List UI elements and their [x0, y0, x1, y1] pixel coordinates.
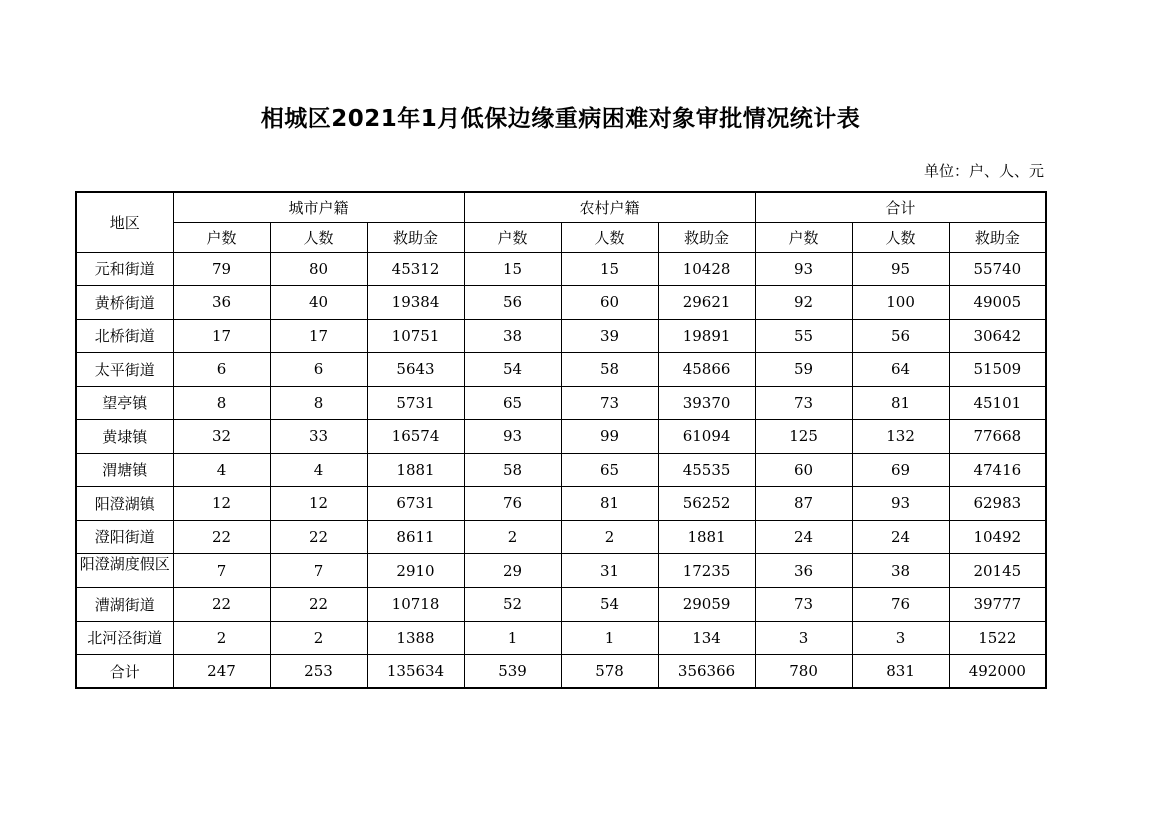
cell-rural-persons: 1 — [561, 621, 658, 655]
cell-urban-households: 22 — [173, 520, 270, 554]
cell-urban-aid: 19384 — [367, 286, 464, 320]
region-cell: 渭塘镇 — [76, 453, 173, 487]
cell-urban-persons: 6 — [270, 353, 367, 387]
cell-total-aid: 492000 — [949, 655, 1046, 689]
cell-rural-persons: 73 — [561, 386, 658, 420]
cell-total-aid: 47416 — [949, 453, 1046, 487]
cell-total-persons: 56 — [852, 319, 949, 353]
group-header-rural: 农村户籍 — [464, 192, 755, 222]
cell-total-persons: 831 — [852, 655, 949, 689]
cell-urban-persons: 22 — [270, 520, 367, 554]
cell-rural-households: 54 — [464, 353, 561, 387]
cell-rural-aid: 356366 — [658, 655, 755, 689]
cell-rural-persons: 60 — [561, 286, 658, 320]
region-header: 地区 — [76, 192, 173, 252]
subheader-total-aid: 救助金 — [949, 222, 1046, 252]
region-cell: 澄阳街道 — [76, 520, 173, 554]
cell-rural-persons: 15 — [561, 252, 658, 286]
cell-urban-aid: 5643 — [367, 353, 464, 387]
group-header-total: 合计 — [755, 192, 1046, 222]
subheader-rural-aid: 救助金 — [658, 222, 755, 252]
table-row — [76, 487, 1046, 521]
cell-urban-aid: 45312 — [367, 252, 464, 286]
cell-total-aid: 55740 — [949, 252, 1046, 286]
cell-urban-persons: 80 — [270, 252, 367, 286]
table-row — [76, 588, 1046, 622]
region-cell: 太平街道 — [76, 353, 173, 387]
table-row — [76, 252, 1046, 286]
cell-total-persons: 69 — [852, 453, 949, 487]
cell-urban-persons: 40 — [270, 286, 367, 320]
cell-urban-aid: 8611 — [367, 520, 464, 554]
cell-total-households: 92 — [755, 286, 852, 320]
cell-total-persons: 100 — [852, 286, 949, 320]
cell-urban-persons: 2 — [270, 621, 367, 655]
region-cell: 北桥街道 — [76, 319, 173, 353]
cell-rural-persons: 578 — [561, 655, 658, 689]
cell-total-persons: 132 — [852, 420, 949, 454]
table-row — [76, 520, 1046, 554]
cell-rural-households: 38 — [464, 319, 561, 353]
cell-rural-persons: 54 — [561, 588, 658, 622]
cell-urban-persons: 17 — [270, 319, 367, 353]
cell-urban-persons: 253 — [270, 655, 367, 689]
cell-rural-persons: 39 — [561, 319, 658, 353]
cell-rural-aid: 61094 — [658, 420, 755, 454]
header-row-groups — [76, 192, 1046, 222]
cell-rural-aid: 45866 — [658, 353, 755, 387]
region-cell: 望亭镇 — [76, 386, 173, 420]
region-cell: 阳澄湖镇 — [76, 487, 173, 521]
region-cell: 元和街道 — [76, 252, 173, 286]
cell-rural-aid: 17235 — [658, 554, 755, 588]
cell-urban-aid: 1881 — [367, 453, 464, 487]
cell-rural-aid: 29621 — [658, 286, 755, 320]
cell-total-aid: 45101 — [949, 386, 1046, 420]
cell-urban-persons: 33 — [270, 420, 367, 454]
cell-rural-households: 52 — [464, 588, 561, 622]
cell-total-persons: 76 — [852, 588, 949, 622]
cell-urban-aid: 16574 — [367, 420, 464, 454]
cell-urban-aid: 2910 — [367, 554, 464, 588]
cell-total-persons: 38 — [852, 554, 949, 588]
statistics-table — [75, 191, 1047, 689]
cell-urban-households: 6 — [173, 353, 270, 387]
cell-urban-households: 79 — [173, 252, 270, 286]
cell-total-households: 3 — [755, 621, 852, 655]
cell-rural-aid: 1881 — [658, 520, 755, 554]
cell-urban-households: 4 — [173, 453, 270, 487]
cell-rural-persons: 31 — [561, 554, 658, 588]
cell-urban-persons: 12 — [270, 487, 367, 521]
region-cell: 北河泾街道 — [76, 621, 173, 655]
cell-urban-aid: 135634 — [367, 655, 464, 689]
cell-total-households: 59 — [755, 353, 852, 387]
subheader-urban-persons: 人数 — [270, 222, 367, 252]
header-row-sub — [76, 222, 1046, 252]
subheader-total-persons: 人数 — [852, 222, 949, 252]
cell-urban-persons: 4 — [270, 453, 367, 487]
total-row — [76, 655, 1046, 689]
cell-total-persons: 95 — [852, 252, 949, 286]
cell-urban-households: 7 — [173, 554, 270, 588]
cell-total-households: 125 — [755, 420, 852, 454]
cell-total-households: 73 — [755, 386, 852, 420]
subheader-total-households: 户数 — [755, 222, 852, 252]
cell-rural-persons: 99 — [561, 420, 658, 454]
cell-urban-households: 36 — [173, 286, 270, 320]
cell-urban-households: 2 — [173, 621, 270, 655]
cell-rural-households: 539 — [464, 655, 561, 689]
cell-urban-households: 12 — [173, 487, 270, 521]
cell-urban-households: 32 — [173, 420, 270, 454]
cell-total-households: 87 — [755, 487, 852, 521]
cell-rural-households: 15 — [464, 252, 561, 286]
table-row — [76, 386, 1046, 420]
total-label: 合计 — [76, 655, 173, 689]
cell-rural-households: 58 — [464, 453, 561, 487]
subheader-urban-aid: 救助金 — [367, 222, 464, 252]
subheader-rural-households: 户数 — [464, 222, 561, 252]
cell-total-households: 24 — [755, 520, 852, 554]
cell-urban-households: 247 — [173, 655, 270, 689]
cell-total-aid: 49005 — [949, 286, 1046, 320]
cell-total-persons: 64 — [852, 353, 949, 387]
table-row — [76, 453, 1046, 487]
cell-rural-persons: 58 — [561, 353, 658, 387]
cell-urban-households: 17 — [173, 319, 270, 353]
group-header-urban: 城市户籍 — [173, 192, 464, 222]
cell-urban-persons: 7 — [270, 554, 367, 588]
cell-rural-aid: 56252 — [658, 487, 755, 521]
cell-total-households: 780 — [755, 655, 852, 689]
cell-total-households: 73 — [755, 588, 852, 622]
cell-rural-persons: 2 — [561, 520, 658, 554]
cell-rural-households: 2 — [464, 520, 561, 554]
cell-total-aid: 77668 — [949, 420, 1046, 454]
cell-rural-aid: 29059 — [658, 588, 755, 622]
cell-urban-persons: 22 — [270, 588, 367, 622]
cell-total-aid: 1522 — [949, 621, 1046, 655]
cell-total-households: 60 — [755, 453, 852, 487]
cell-rural-households: 93 — [464, 420, 561, 454]
subheader-urban-households: 户数 — [173, 222, 270, 252]
cell-total-aid: 51509 — [949, 353, 1046, 387]
cell-total-aid: 30642 — [949, 319, 1046, 353]
region-cell: 黄埭镇 — [76, 420, 173, 454]
cell-rural-aid: 39370 — [658, 386, 755, 420]
cell-rural-aid: 19891 — [658, 319, 755, 353]
cell-urban-aid: 10718 — [367, 588, 464, 622]
cell-total-persons: 3 — [852, 621, 949, 655]
cell-rural-aid: 134 — [658, 621, 755, 655]
cell-total-persons: 81 — [852, 386, 949, 420]
region-cell: 漕湖街道 — [76, 588, 173, 622]
cell-total-persons: 93 — [852, 487, 949, 521]
region-cell: 黄桥街道 — [76, 286, 173, 320]
cell-total-persons: 24 — [852, 520, 949, 554]
cell-rural-households: 76 — [464, 487, 561, 521]
table-row — [76, 554, 1046, 588]
cell-urban-households: 22 — [173, 588, 270, 622]
region-cell — [76, 554, 173, 588]
page-title: 相城区2021年1月低保边缘重病困难对象审批情况统计表 — [260, 106, 861, 132]
cell-urban-aid: 6731 — [367, 487, 464, 521]
table-row — [76, 621, 1046, 655]
table-row — [76, 420, 1046, 454]
cell-rural-households: 56 — [464, 286, 561, 320]
table-body — [76, 252, 1046, 688]
cell-total-aid: 62983 — [949, 487, 1046, 521]
cell-rural-aid: 10428 — [658, 252, 755, 286]
cell-total-households: 36 — [755, 554, 852, 588]
cell-rural-households: 29 — [464, 554, 561, 588]
table-row — [76, 353, 1046, 387]
cell-rural-households: 65 — [464, 386, 561, 420]
cell-total-aid: 10492 — [949, 520, 1046, 554]
cell-total-households: 93 — [755, 252, 852, 286]
cell-total-aid: 39777 — [949, 588, 1046, 622]
cell-urban-aid: 10751 — [367, 319, 464, 353]
cell-total-aid: 20145 — [949, 554, 1046, 588]
region-cell-text: 阳澄湖度假区 — [79, 555, 170, 573]
cell-rural-persons: 81 — [561, 487, 658, 521]
cell-rural-households: 1 — [464, 621, 561, 655]
cell-rural-persons: 65 — [561, 453, 658, 487]
cell-rural-aid: 45535 — [658, 453, 755, 487]
subheader-rural-persons: 人数 — [561, 222, 658, 252]
cell-urban-aid: 1388 — [367, 621, 464, 655]
unit-label: 单位：户、人、元 — [923, 162, 1044, 180]
cell-urban-persons: 8 — [270, 386, 367, 420]
cell-urban-aid: 5731 — [367, 386, 464, 420]
table-row — [76, 319, 1046, 353]
table-row — [76, 286, 1046, 320]
cell-total-households: 55 — [755, 319, 852, 353]
cell-urban-households: 8 — [173, 386, 270, 420]
